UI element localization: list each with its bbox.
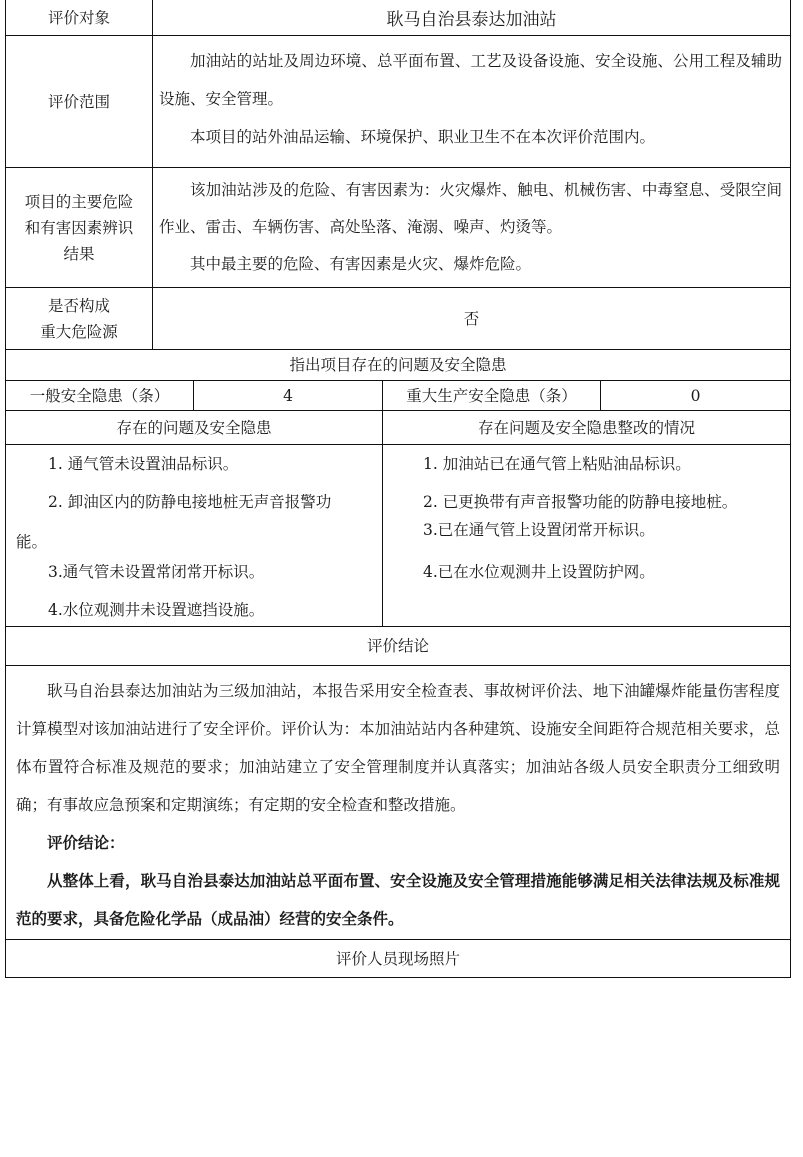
general-hazard-label: 一般安全隐患（条）: [29, 386, 170, 405]
fix-item-1: 1. 加油站已在通气管上粘贴油品标识。: [423, 455, 691, 473]
general-hazard-count: 4: [283, 386, 293, 405]
hazards-label: [6, 168, 152, 287]
scope-row: [6, 36, 790, 168]
fixes-column-header: 存在问题及安全隐患整改的情况: [477, 418, 695, 437]
scope-content: [153, 36, 790, 167]
issues-column-header: 存在的问题及安全隐患: [116, 418, 272, 437]
conclusion-final: 从整体上看，耿马自治县泰达加油站总平面布置、安全设施及安全管理措施能够满足相关法律法规及标准规范的要求，具备危险化学品（成品油）经营的安全条件。: [16, 871, 780, 928]
scope-label: 评价范围: [47, 92, 110, 111]
major-hazard-count: 0: [690, 386, 701, 405]
issues-fixes-row: [6, 445, 790, 627]
fix-item-2: 2. 已更换带有声音报警功能的防静电接地桩。: [423, 493, 738, 511]
major-hazard-row: [6, 288, 790, 350]
issues-header: 指出项目存在的问题及安全隐患: [6, 350, 790, 381]
conclusion-body: [6, 666, 790, 940]
issue-item-4: 4.水位观测井未设置遮挡设施。: [48, 601, 265, 619]
hazards-paragraph-2: 其中最主要的危险、有害因素是火灾、爆炸危险。: [190, 255, 532, 273]
conclusion-paragraph: 耿马自治县泰达加油站为三级加油站，本报告采用安全检查表、事故树评价法、地下油罐爆炸能量伤害程度计算模型对该加油站进行了安全评价。评价认为：本加油站站内各种建筑、设施安全间距符合规范相关要求，总体布置符合标准及规范的要求；加油站建立了安全管理制度并认真落实；加油站各级人员安全职责分工细致明确；有事故应急预案和定期演练；有定期的安全检查和整改措施。: [16, 682, 780, 814]
object-value: 耿马自治县泰达加油站: [386, 10, 557, 30]
issue-item-3: 3.通气管未设置常闭常开标识。: [48, 563, 265, 581]
major-hazard-label-line-1: 是否构成: [47, 296, 110, 315]
issue-item-2: 2. 卸油区内的防静电接地桩无声音报警功: [48, 493, 332, 511]
hazards-row: [6, 168, 790, 288]
object-row: [6, 0, 790, 36]
hazards-label-line-3: 结果: [63, 244, 95, 263]
photos-label: 评价人员现场照片: [6, 940, 790, 978]
counts-row: [6, 381, 790, 411]
scope-paragraph-1: 加油站的站址及周边环境、总平面布置、工艺及设备设施、安全设施、公用工程及辅助设施、安全管理。: [159, 52, 782, 108]
object-label: 评价对象: [47, 8, 110, 27]
columns-row: [6, 411, 790, 445]
fix-item-4: 4.已在水位观测井上设置防护网。: [423, 563, 655, 581]
major-hazard-label: [6, 288, 152, 349]
major-hazard-value: 否: [463, 309, 480, 328]
conclusion-subheading: 评价结论：: [47, 833, 125, 852]
fixes-list: [383, 445, 790, 626]
hazards-label-line-1: 项目的主要危险: [24, 192, 134, 211]
issue-item-2-continued: 能。: [16, 533, 48, 551]
major-hazard-count-label: 重大生产安全隐患（条）: [406, 386, 577, 405]
scope-paragraph-2: 本项目的站外油品运输、环境保护、职业卫生不在本次评价范围内。: [190, 128, 656, 146]
issues-list: [6, 445, 382, 626]
hazards-content: [153, 168, 790, 287]
fix-item-3: 3.已在通气管上设置闭常开标识。: [423, 521, 655, 539]
hazards-paragraph-1: 该加油站涉及的危险、有害因素为：火灾爆炸、触电、机械伤害、中毒窒息、受限空间作业、雷击、车辆伤害、高处坠落、淹溺、噪声、灼烫等。: [159, 181, 782, 236]
hazards-label-line-2: 和有害因素辨识: [24, 218, 134, 237]
conclusion-header: 评价结论: [6, 627, 790, 666]
issue-item-1: 1. 通气管未设置油品标识。: [48, 455, 239, 473]
major-hazard-label-line-2: 重大危险源: [40, 322, 118, 341]
evaluation-table: [5, 0, 791, 978]
